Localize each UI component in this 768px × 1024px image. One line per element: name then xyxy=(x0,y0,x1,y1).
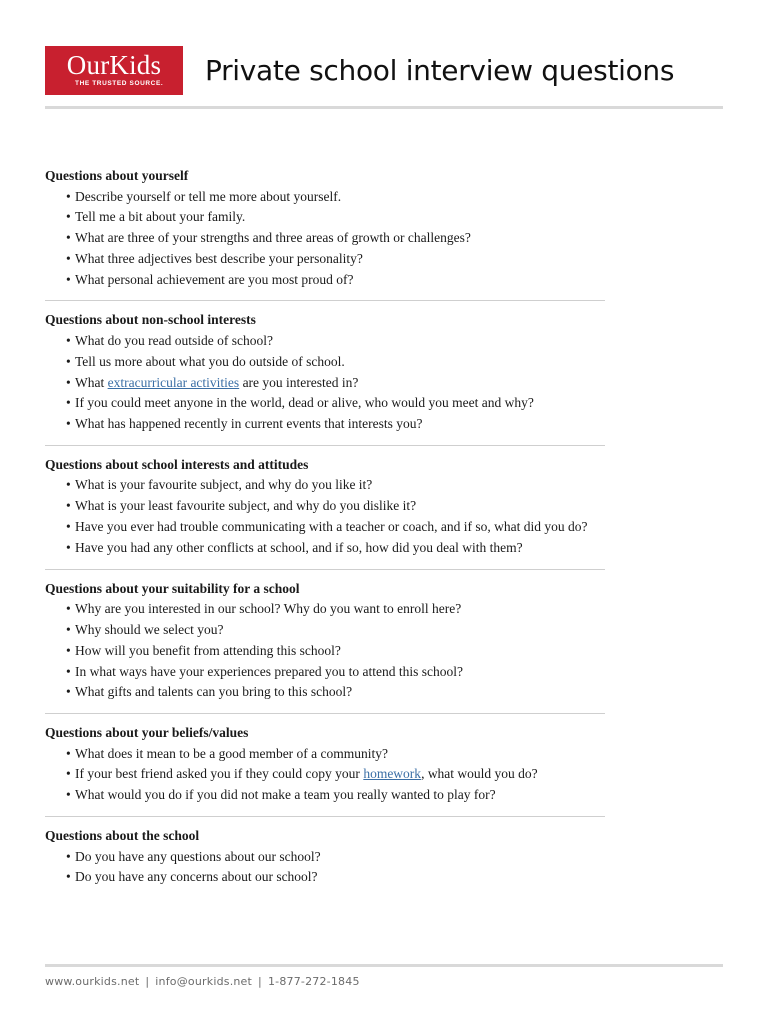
bullet-icon: • xyxy=(66,663,71,679)
footer-email-link[interactable]: info@ourkids.net xyxy=(155,975,253,988)
question-text: , what would you do? xyxy=(421,766,538,782)
question-text: What has happened recently in current events that interests you? xyxy=(75,416,423,432)
bullet-icon: • xyxy=(66,477,71,493)
question-text: Do you have any questions about our school? xyxy=(75,848,321,864)
question-item xyxy=(45,662,605,683)
question-item xyxy=(45,414,605,435)
question-section xyxy=(45,826,605,898)
footer-phone: 1-877-272-1845 xyxy=(267,975,360,988)
question-text: What gifts and talents can you bring to this school? xyxy=(75,684,353,700)
question-text: How will you benefit from attending this school? xyxy=(75,642,341,658)
header xyxy=(45,46,723,96)
question-text: Have you had any other conflicts at school, and if so, how did you deal with them? xyxy=(75,539,523,555)
bullet-icon: • xyxy=(66,684,71,700)
bullet-icon: • xyxy=(66,374,71,390)
question-item xyxy=(45,599,605,620)
bullet-icon: • xyxy=(66,188,71,204)
question-item xyxy=(45,249,605,270)
question-text: What are three of your strengths and three areas of growth or challenges? xyxy=(75,230,471,246)
question-text: Why should we select you? xyxy=(75,621,224,637)
question-text: If you could meet anyone in the world, dead or alive, who would you meet and why? xyxy=(75,395,534,411)
question-item xyxy=(45,867,605,888)
question-text: Have you ever had trouble communicating with a teacher or coach, and if so, what did you do? xyxy=(75,519,588,535)
section-heading: Questions about your suitability for a school xyxy=(45,580,300,596)
bullet-icon: • xyxy=(66,745,71,761)
question-item xyxy=(45,270,605,291)
question-text: Describe yourself or tell me more about yourself. xyxy=(75,188,342,204)
question-item xyxy=(45,744,605,765)
bullet-icon: • xyxy=(66,642,71,658)
section-heading: Questions about yourself xyxy=(45,168,189,183)
bullet-icon: • xyxy=(66,621,71,637)
question-text: What personal achievement are you most proud of? xyxy=(75,271,354,287)
page-title: Private school interview questions xyxy=(205,54,675,87)
question-text: Tell me a bit about your family. xyxy=(75,209,246,225)
question-item xyxy=(45,373,605,394)
question-list xyxy=(45,599,605,703)
bullet-icon: • xyxy=(66,601,71,617)
logo-tagline: THE TRUSTED SOURCE. xyxy=(75,80,164,87)
question-item xyxy=(45,641,605,662)
bullet-icon: • xyxy=(66,230,71,246)
bullet-icon: • xyxy=(66,498,71,514)
question-item xyxy=(45,352,605,373)
question-text: are you interested in? xyxy=(239,374,359,390)
question-item xyxy=(45,785,605,806)
bullet-icon: • xyxy=(66,848,71,864)
question-section xyxy=(45,723,605,817)
question-text: Tell us more about what you do outside of school. xyxy=(75,353,345,369)
question-item xyxy=(45,228,605,249)
question-sections xyxy=(45,166,605,907)
question-item xyxy=(45,764,605,785)
question-text: What do you read outside of school? xyxy=(75,332,273,348)
footer xyxy=(45,975,360,988)
bullet-icon: • xyxy=(66,250,71,266)
question-section xyxy=(45,455,605,570)
question-item xyxy=(45,847,605,868)
section-heading: Questions about your beliefs/values xyxy=(45,725,249,741)
footer-separator: | xyxy=(145,975,150,988)
section-heading: Questions about school interests and attitudes xyxy=(45,456,309,472)
question-list xyxy=(45,744,605,806)
footer-website-link[interactable]: www.ourkids.net xyxy=(45,975,140,988)
question-list xyxy=(45,187,605,291)
question-item xyxy=(45,620,605,641)
bullet-icon: • xyxy=(66,209,71,225)
question-section xyxy=(45,166,605,301)
bullet-icon: • xyxy=(66,395,71,411)
question-list xyxy=(45,847,605,889)
bullet-icon: • xyxy=(66,539,71,555)
question-item xyxy=(45,517,605,538)
question-text: Do you have any concerns about our school? xyxy=(75,869,318,885)
question-text: What is your favourite subject, and why do you like it? xyxy=(75,477,373,493)
bullet-icon: • xyxy=(66,766,71,782)
bullet-icon: • xyxy=(66,519,71,535)
question-item xyxy=(45,538,605,559)
logo-text: OurKids xyxy=(66,50,162,80)
question-link[interactable]: homework xyxy=(363,766,422,782)
bullet-icon: • xyxy=(66,271,71,287)
question-section xyxy=(45,579,605,714)
header-divider xyxy=(45,106,723,109)
bullet-icon: • xyxy=(66,353,71,369)
question-list xyxy=(45,475,605,558)
question-text: Why are you interested in our school? Why do you want to enroll here? xyxy=(75,601,462,617)
bullet-icon: • xyxy=(66,869,71,885)
question-text: If your best friend asked you if they could copy your xyxy=(75,766,364,782)
question-section xyxy=(45,310,605,445)
question-item xyxy=(45,187,605,208)
footer-separator: | xyxy=(258,975,262,988)
section-heading: Questions about non-school interests xyxy=(45,312,256,328)
question-text: What xyxy=(75,374,108,390)
question-item xyxy=(45,331,605,352)
section-heading: Questions about the school xyxy=(45,828,200,844)
bullet-icon: • xyxy=(66,787,71,803)
bullet-icon: • xyxy=(66,332,71,348)
question-link[interactable]: extracurricular activities xyxy=(107,374,240,390)
footer-divider xyxy=(45,964,723,967)
question-text: In what ways have your experiences prepared you to attend this school? xyxy=(75,663,463,679)
question-item xyxy=(45,475,605,496)
question-item xyxy=(45,496,605,517)
question-text: What three adjectives best describe your personality? xyxy=(75,250,363,266)
ourkids-logo[interactable] xyxy=(45,46,183,95)
question-text: What does it mean to be a good member of a community? xyxy=(75,745,389,761)
question-item xyxy=(45,393,605,414)
question-list xyxy=(45,331,605,435)
question-item xyxy=(45,682,605,703)
question-item xyxy=(45,207,605,228)
bullet-icon: • xyxy=(66,416,71,432)
question-text: What would you do if you did not make a team you really wanted to play for? xyxy=(75,787,496,803)
question-text: What is your least favourite subject, and why do you dislike it? xyxy=(75,498,417,514)
